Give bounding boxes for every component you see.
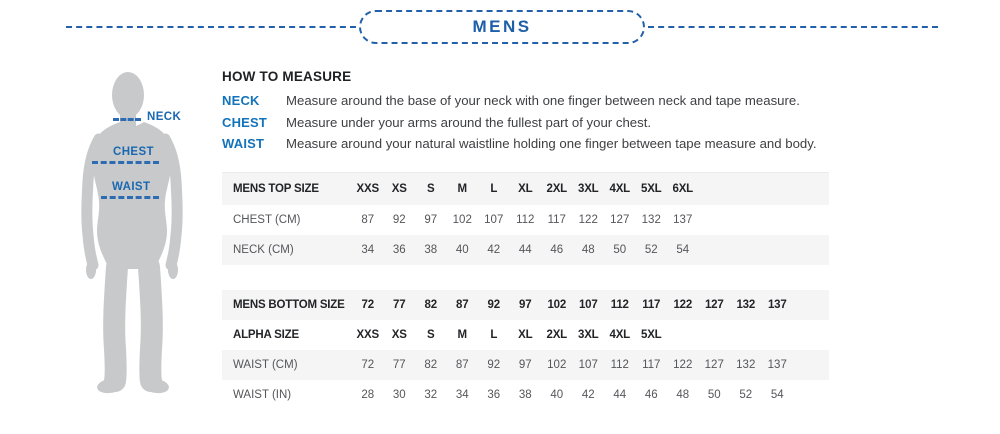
size-cell: M bbox=[457, 183, 467, 195]
size-cell: 2XL bbox=[546, 183, 567, 195]
size-cell: 32 bbox=[424, 389, 438, 401]
section-title: MENS bbox=[472, 17, 532, 36]
mens-header-pill bbox=[359, 10, 645, 44]
size-cell: 44 bbox=[518, 244, 532, 256]
size-cell: 107 bbox=[578, 299, 598, 311]
chest-instruction-text: Measure under your arms around the fullest part of your chest. bbox=[286, 114, 652, 130]
size-cell: 112 bbox=[610, 299, 629, 311]
size-cell: 112 bbox=[610, 359, 629, 371]
value-cells bbox=[352, 359, 793, 371]
neck-measure-label: NECK bbox=[147, 111, 182, 123]
size-cell: 40 bbox=[550, 389, 564, 401]
waist-instruction-text: Measure around your natural waistline holding one finger between tape measure and body. bbox=[286, 136, 817, 151]
waist-in-row bbox=[222, 380, 829, 410]
size-cell: 137 bbox=[767, 299, 787, 311]
size-cell: 30 bbox=[392, 389, 406, 401]
size-cell: S bbox=[427, 183, 435, 195]
size-cell: 137 bbox=[673, 214, 693, 226]
size-cell: 6XL bbox=[672, 183, 693, 195]
size-cell: 87 bbox=[361, 214, 375, 226]
size-cell: 46 bbox=[550, 244, 564, 256]
row-label: NECK (CM) bbox=[233, 244, 294, 256]
size-cell: 137 bbox=[767, 359, 787, 371]
row-label: MENS TOP SIZE bbox=[233, 183, 319, 195]
alpha-size-row bbox=[222, 320, 829, 350]
size-cell: 117 bbox=[547, 214, 566, 226]
size-cell: XS bbox=[391, 329, 407, 341]
waist-cm-row bbox=[222, 350, 829, 380]
chest-measure-label: CHEST bbox=[113, 146, 154, 158]
size-cell: L bbox=[490, 183, 498, 195]
row-label: MENS BOTTOM SIZE bbox=[233, 299, 345, 311]
size-cell: 132 bbox=[641, 214, 661, 226]
size-cell: 77 bbox=[393, 299, 406, 311]
size-cell: 122 bbox=[578, 214, 598, 226]
size-cell: 54 bbox=[770, 389, 784, 401]
size-header-cells bbox=[352, 183, 699, 195]
row-label: ALPHA SIZE bbox=[233, 329, 299, 341]
size-cell: 3XL bbox=[578, 329, 599, 341]
size-cell: 40 bbox=[455, 244, 469, 256]
size-tables bbox=[222, 172, 829, 410]
size-cell: L bbox=[490, 329, 498, 341]
size-cell: 127 bbox=[610, 214, 630, 226]
value-cells bbox=[352, 244, 699, 256]
size-cell: 3XL bbox=[578, 183, 599, 195]
size-cell: 4XL bbox=[609, 329, 630, 341]
size-cell: 4XL bbox=[609, 183, 630, 195]
size-cell: 52 bbox=[739, 389, 753, 401]
size-cell: 97 bbox=[424, 214, 438, 226]
table-gap bbox=[222, 265, 829, 290]
size-cell: 2XL bbox=[546, 329, 567, 341]
size-cell: 72 bbox=[361, 359, 375, 371]
neck-instruction-text: Measure around the base of your neck with one finger between neck and tape measure. bbox=[286, 93, 800, 108]
measure-instruction-chest bbox=[222, 115, 932, 131]
size-cell: 102 bbox=[452, 214, 472, 226]
size-cell: 82 bbox=[424, 359, 438, 371]
size-cell: 36 bbox=[487, 389, 501, 401]
neck-cm-row bbox=[222, 235, 829, 265]
size-cell: XXS bbox=[356, 183, 379, 195]
size-cell: 48 bbox=[581, 244, 595, 256]
row-label: WAIST (IN) bbox=[233, 389, 292, 401]
size-cell: 48 bbox=[676, 389, 690, 401]
size-cell: 92 bbox=[392, 214, 406, 226]
size-cell: 44 bbox=[613, 389, 627, 401]
how-to-measure-title: HOW TO MEASURE bbox=[222, 69, 352, 84]
measure-instruction-waist bbox=[222, 136, 932, 152]
size-cell: 54 bbox=[676, 244, 690, 256]
chest-cm-row bbox=[222, 205, 829, 235]
size-cell: XS bbox=[391, 183, 407, 195]
size-cell: 5XL bbox=[641, 183, 662, 195]
size-cell: 50 bbox=[707, 389, 721, 401]
size-cell: XL bbox=[518, 183, 533, 195]
chest-measure-line bbox=[92, 161, 159, 164]
size-cell: 5XL bbox=[641, 329, 662, 341]
size-header-cells bbox=[352, 329, 667, 341]
size-cell: 42 bbox=[487, 244, 501, 256]
size-cell: XXS bbox=[356, 329, 379, 341]
section-header bbox=[66, 9, 938, 45]
size-cell: 122 bbox=[673, 359, 693, 371]
waist-instruction-label: WAIST bbox=[222, 136, 265, 151]
size-cell: 132 bbox=[736, 299, 756, 311]
size-cell: 102 bbox=[547, 299, 567, 311]
size-header-cells bbox=[352, 299, 793, 311]
neck-measure-line bbox=[113, 118, 141, 121]
size-cell: 87 bbox=[456, 299, 469, 311]
header-dash-line-left bbox=[66, 26, 356, 28]
size-cell: 46 bbox=[644, 389, 658, 401]
size-cell: 127 bbox=[704, 359, 724, 371]
size-cell: 107 bbox=[578, 359, 598, 371]
size-cell: 92 bbox=[487, 359, 501, 371]
size-cell: 87 bbox=[455, 359, 469, 371]
size-cell: 107 bbox=[484, 214, 504, 226]
size-cell: 102 bbox=[547, 359, 567, 371]
waist-measure-line bbox=[101, 196, 159, 199]
size-cell: 82 bbox=[424, 299, 437, 311]
size-cell: 127 bbox=[704, 299, 724, 311]
row-label: WAIST (CM) bbox=[233, 359, 298, 371]
size-cell: 28 bbox=[361, 389, 375, 401]
body-silhouette-image bbox=[55, 55, 220, 430]
size-cell: 42 bbox=[581, 389, 595, 401]
row-label: CHEST (CM) bbox=[233, 214, 301, 226]
mens-top-size-header-row bbox=[222, 173, 829, 205]
size-cell: 38 bbox=[424, 244, 438, 256]
measure-instruction-neck bbox=[222, 93, 932, 109]
how-to-measure-section bbox=[222, 69, 932, 158]
size-cell: 132 bbox=[736, 359, 756, 371]
size-cell: 34 bbox=[455, 389, 469, 401]
size-cell: S bbox=[427, 329, 435, 341]
size-cell: 77 bbox=[392, 359, 406, 371]
size-cell: 112 bbox=[516, 214, 535, 226]
mens-bottom-size-header-row bbox=[222, 290, 829, 320]
size-cell: 50 bbox=[613, 244, 627, 256]
value-cells bbox=[352, 389, 793, 401]
value-cells bbox=[352, 214, 699, 226]
size-cell: 97 bbox=[518, 359, 532, 371]
waist-measure-label: WAIST bbox=[112, 181, 151, 193]
size-cell: 36 bbox=[392, 244, 406, 256]
size-cell: 72 bbox=[361, 299, 374, 311]
neck-instruction-label: NECK bbox=[222, 93, 260, 108]
size-cell: 117 bbox=[642, 359, 661, 371]
size-cell: XL bbox=[518, 329, 533, 341]
size-cell: 38 bbox=[518, 389, 532, 401]
size-cell: 92 bbox=[487, 299, 500, 311]
size-cell: 34 bbox=[361, 244, 375, 256]
chest-instruction-label: CHEST bbox=[222, 114, 268, 130]
size-cell: M bbox=[457, 329, 467, 341]
size-cell: 97 bbox=[519, 299, 532, 311]
size-cell: 122 bbox=[673, 299, 693, 311]
header-dash-line-right bbox=[648, 26, 938, 28]
body-figure bbox=[55, 55, 220, 430]
size-cell: 117 bbox=[642, 299, 661, 311]
size-cell: 52 bbox=[644, 244, 658, 256]
